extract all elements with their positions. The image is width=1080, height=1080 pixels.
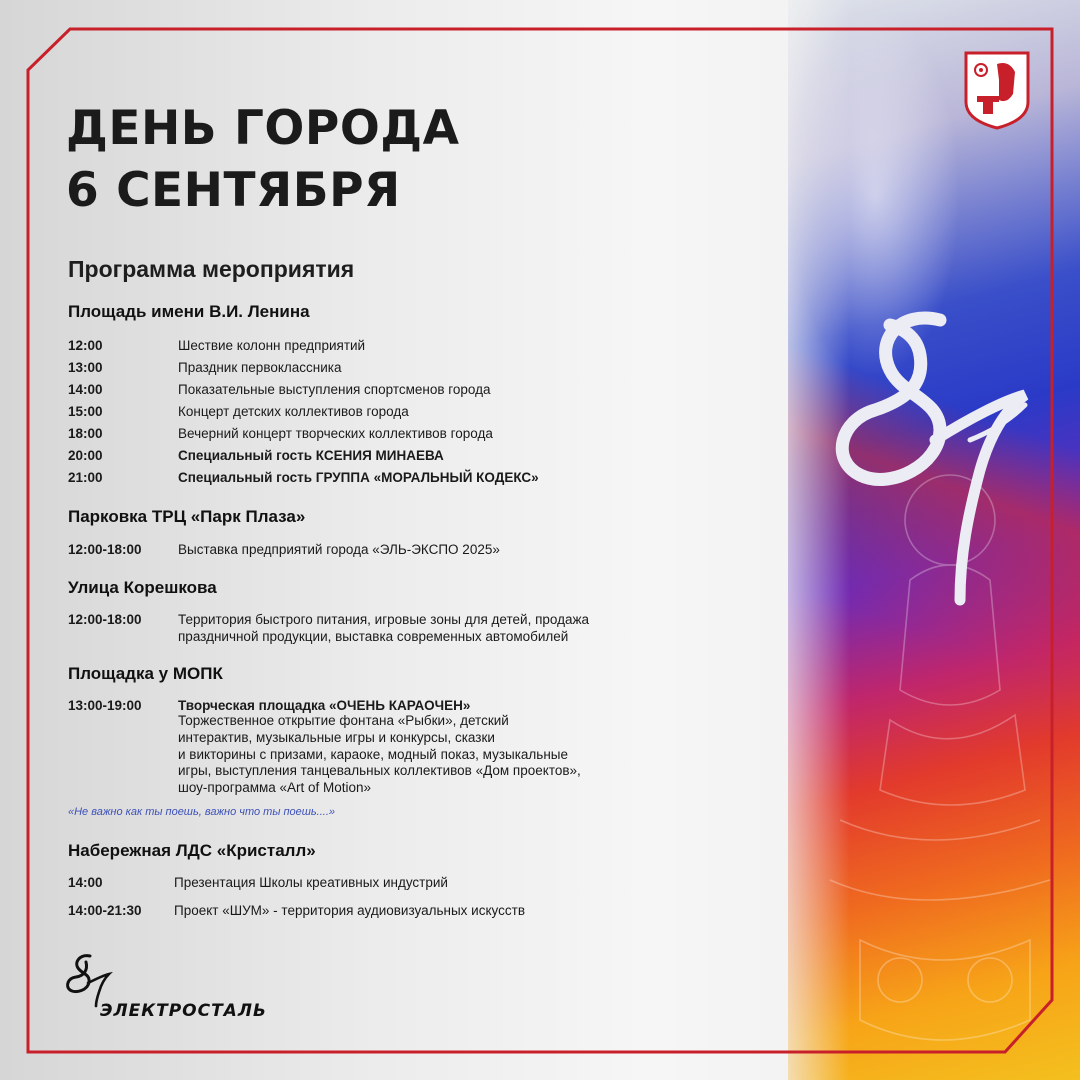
event-desc: Показательные выступления спортсменов города bbox=[178, 382, 491, 397]
event-desc-line: интерактив, музыкальные игры и конкурсы, сказки bbox=[178, 729, 495, 745]
title-line-2: 6 СЕНТЯБРЯ bbox=[66, 163, 401, 218]
event-headline: Творческая площадка «ОЧЕНЬ КАРАОЧЕН» bbox=[178, 698, 471, 713]
event-time: 14:00-21:30 bbox=[68, 903, 142, 918]
event-time: 13:00 bbox=[68, 360, 103, 375]
event-desc-line: и викторины с призами, караоке, модный показ, музыкальные bbox=[178, 746, 568, 762]
logo-87-icon bbox=[64, 952, 120, 1008]
event-desc-line: игры, выступления танцевальных коллективов «Дом проектов», bbox=[178, 763, 581, 779]
event-time: 14:00 bbox=[68, 875, 103, 890]
section-title-kristall-embankment: Набережная ЛДС «Кристалл» bbox=[68, 841, 316, 860]
event-desc: Вечерний концерт творческих коллективов города bbox=[178, 426, 493, 441]
event-desc: Концерт детских коллективов города bbox=[178, 404, 409, 419]
event-time: 18:00 bbox=[68, 426, 103, 441]
event-desc: Праздник первоклассника bbox=[178, 360, 342, 375]
event-time: 14:00 bbox=[68, 382, 103, 397]
event-time: 12:00 bbox=[68, 338, 103, 353]
event-desc-line-2: праздничной продукции, выставка современных автомобилей bbox=[178, 629, 569, 644]
event-desc-line: Торжественное открытие фонтана «Рыбки», детский bbox=[178, 713, 509, 728]
title-line-1: ДЕНЬ ГОРОДА bbox=[66, 101, 460, 156]
city-coat-of-arms-icon bbox=[963, 50, 1031, 130]
event-time: 12:00-18:00 bbox=[68, 542, 142, 557]
logo-city-name: ЭЛЕКТРОСТАЛЬ bbox=[100, 1001, 267, 1021]
page-title bbox=[66, 98, 460, 222]
event-time: 15:00 bbox=[68, 404, 103, 419]
event-desc: Специальный гость КСЕНИЯ МИНАЕВА bbox=[178, 448, 444, 463]
section-title-park-plaza: Парковка ТРЦ «Парк Плаза» bbox=[68, 507, 306, 526]
section-title-lenin-square: Площадь имени В.И. Ленина bbox=[68, 302, 310, 321]
event-desc-line-1: Территория быстрого питания, игровые зоны для детей, продажа bbox=[178, 612, 590, 627]
event-desc: Шествие колонн предприятий bbox=[178, 338, 366, 353]
event-description bbox=[178, 713, 581, 797]
event-desc: Проект «ШУМ» - территория аудиовизуальных искусств bbox=[174, 903, 525, 918]
event-desc: Специальный гость ГРУППА «МОРАЛЬНЫЙ КОДЕКС» bbox=[178, 470, 539, 485]
anniversary-87-icon bbox=[820, 300, 1060, 620]
section-title-mopk: Площадка у МОПК bbox=[68, 664, 223, 683]
event-time: 12:00-18:00 bbox=[68, 612, 142, 627]
event-desc: Выставка предприятий города «ЭЛЬ-ЭКСПО 2025» bbox=[178, 542, 500, 557]
program-title: Программа мероприятия bbox=[68, 256, 355, 282]
slogan-quote: «Не важно как ты поешь, важно что ты поешь....» bbox=[68, 806, 336, 818]
event-time: 21:00 bbox=[68, 470, 103, 485]
event-desc: Презентация Школы креативных индустрий bbox=[174, 875, 448, 890]
section-title-koreshkova-street: Улица Корешкова bbox=[68, 578, 217, 597]
event-time: 20:00 bbox=[68, 448, 103, 463]
event-time: 13:00-19:00 bbox=[68, 698, 142, 713]
event-desc-line: шоу-программа «Art of Motion» bbox=[178, 780, 372, 796]
